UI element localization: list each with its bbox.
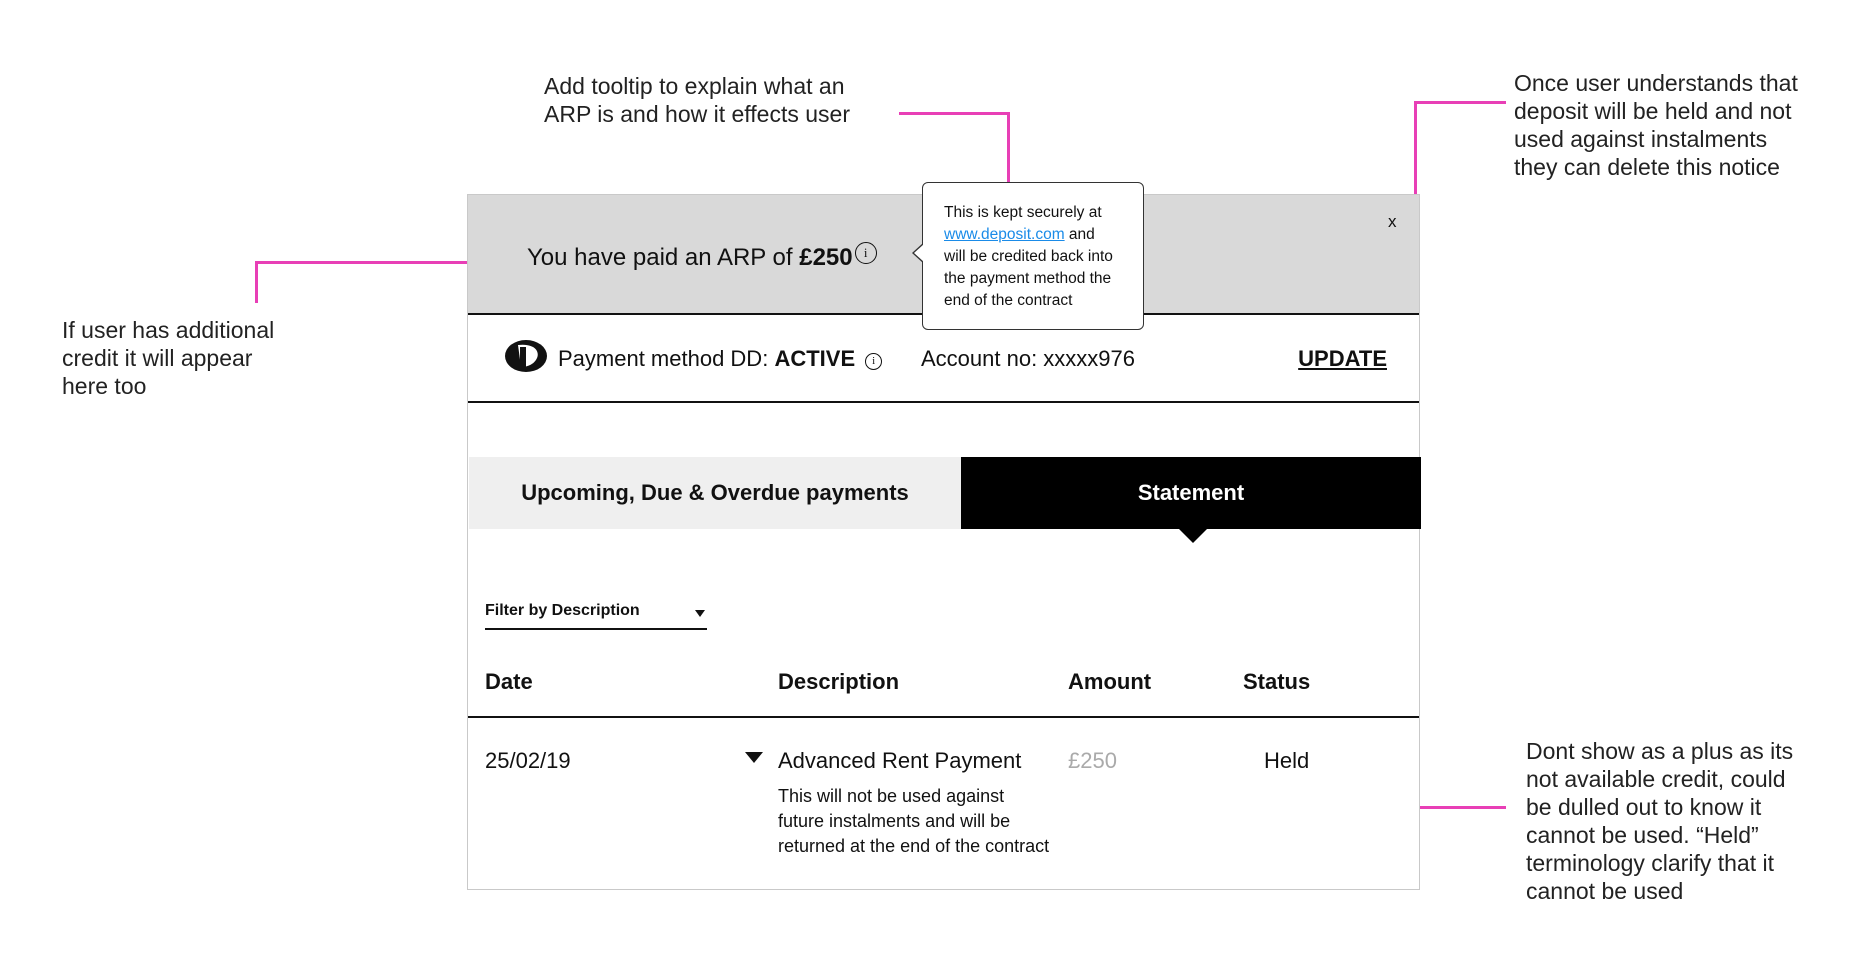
annotation-line: they can delete this notice (1514, 154, 1780, 180)
tooltip-line: end of the contract (944, 292, 1073, 309)
annotation-line: here too (62, 373, 147, 399)
tab-statement[interactable]: Statement (961, 457, 1421, 529)
tooltip-line (944, 224, 1123, 246)
annotation-line: Add tooltip to explain what an (544, 73, 845, 99)
column-header-amount: Amount (1068, 669, 1152, 694)
direct-debit-logo-icon (504, 339, 548, 373)
annotation-line: deposit will be held and not (1514, 98, 1792, 124)
annotation-delete-note (1514, 69, 1798, 181)
detail-line: This will not be used against (778, 786, 1005, 806)
row-description-detail (778, 784, 1098, 859)
annotation-line: not available credit, could (1526, 766, 1786, 792)
tooltip-text: and (1064, 226, 1095, 243)
annotation-line: ARP is and how it effects user (544, 101, 850, 127)
arp-tooltip (922, 182, 1144, 330)
tab-upcoming-payments[interactable]: Upcoming, Due & Overdue payments (469, 457, 961, 529)
column-header-status: Status (1243, 669, 1311, 694)
row-status: Held (1264, 748, 1310, 773)
active-tab-pointer (1179, 529, 1207, 543)
connector-line (899, 112, 1010, 115)
update-button[interactable]: UPDATE (1298, 346, 1387, 371)
annotation-line: terminology clarify that it (1526, 850, 1774, 876)
close-notice-button[interactable]: x (1388, 212, 1397, 231)
annotation-credit-note (62, 316, 274, 400)
arp-notice-text (527, 242, 877, 272)
arp-notice-prefix: You have paid an ARP of (527, 244, 800, 271)
row-amount: £250 (1068, 748, 1117, 773)
payment-method-text (558, 346, 882, 372)
annotation-line: Once user understands that (1514, 70, 1798, 96)
row-date: 25/02/19 (485, 748, 571, 773)
annotation-line: cannot be used (1526, 878, 1684, 904)
detail-line: returned at the end of the contract (778, 836, 1050, 856)
connector-line (1007, 112, 1010, 182)
annotation-line: Dont show as a plus as its (1526, 738, 1794, 764)
deposit-link[interactable]: www.deposit.com (944, 226, 1065, 243)
chevron-down-icon (695, 610, 705, 617)
annotation-line: If user has additional (62, 317, 275, 343)
payment-method-label: Payment method DD: (558, 346, 775, 371)
tooltip-line: will be credited back into (944, 248, 1113, 265)
connector-line (255, 261, 258, 303)
filter-label: Filter by Description (485, 602, 640, 619)
annotation-line: credit it will appear (62, 345, 253, 371)
tooltip-line: This is kept securely at (944, 204, 1102, 221)
payment-status: ACTIVE (774, 346, 856, 371)
annotation-held-note (1526, 737, 1793, 905)
detail-line: future instalments and will be (778, 811, 1011, 831)
info-icon[interactable]: i (855, 242, 877, 264)
table-header-divider (468, 716, 1419, 718)
annotation-tooltip-note (544, 72, 850, 128)
row-description: Advanced Rent Payment (778, 748, 1022, 773)
column-header-date: Date (485, 669, 533, 694)
connector-line (1414, 101, 1417, 204)
info-icon[interactable]: i (865, 353, 882, 370)
filter-dropdown[interactable] (485, 598, 707, 630)
tooltip-arrow-fill (914, 244, 924, 262)
column-header-description: Description (778, 669, 900, 694)
annotation-line: cannot be used. “Held” (1526, 822, 1759, 848)
annotation-line: used against instalments (1514, 126, 1768, 152)
account-card (467, 194, 1420, 890)
tooltip-line: the payment method the (944, 270, 1112, 287)
arp-amount: £250 (799, 244, 853, 271)
expand-row-icon[interactable] (745, 752, 763, 763)
annotation-line: be dulled out to know it (1526, 794, 1762, 820)
account-number: Account no: xxxxx976 (921, 346, 1136, 371)
connector-line (1414, 101, 1506, 104)
